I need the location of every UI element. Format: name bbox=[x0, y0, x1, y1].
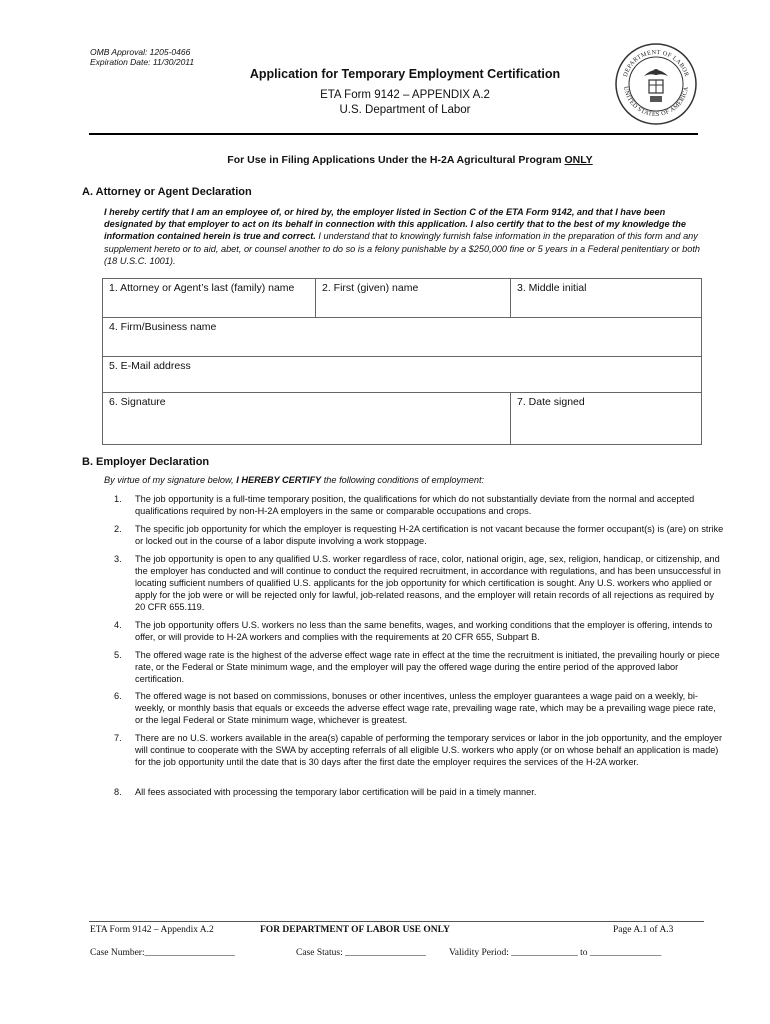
declaration-bold: I hereby certify that I am an employee of, or hired by, the employer listed in Section C of the ETA Form 9142, and that I have been designated by that employer to act on its behalf in connection with this application. I also certify that to the best of my knowledge the information contained herein is true and correct. bbox=[104, 207, 686, 242]
condition-text: The specific job opportunity for which the employer is requesting H-2A certification is not vacant because the former occupant(s) is (are) on strike or locked out in the course of a labor dispute involving a work stoppage. bbox=[135, 524, 724, 546]
condition-item bbox=[104, 523, 724, 547]
footer-page-number: Page A.1 of A.3 bbox=[613, 925, 674, 935]
program-notice-text: For Use in Filing Applications Under the H-2A Agricultural Program bbox=[227, 154, 565, 166]
intro-prefix: By virtue of my signature below, bbox=[104, 475, 237, 485]
date-signed-label: 7. Date signed bbox=[517, 396, 585, 408]
email-label: 5. E-Mail address bbox=[109, 360, 191, 372]
dol-seal-icon bbox=[614, 42, 698, 126]
department-name: U.S. Department of Labor bbox=[339, 104, 471, 116]
date-signed-field[interactable] bbox=[511, 393, 702, 445]
first-name-label: 2. First (given) name bbox=[322, 282, 419, 294]
form-name: ETA Form 9142 – APPENDIX A.2 bbox=[320, 89, 490, 101]
validity-period-field: Validity Period: ______________ to _______________ bbox=[449, 948, 662, 958]
last-name-field[interactable] bbox=[103, 279, 316, 318]
signature-field[interactable] bbox=[103, 393, 511, 445]
condition-number: 6. bbox=[114, 691, 122, 701]
condition-text: The job opportunity is open to any qualified U.S. worker regardless of race, color, national origin, age, sex, religion, handicap, or citizenship, and the employer has conducted and will continue to conduct the required recruitment, in accordance with regulations, and has been unsuccessful in locating sufficient numbers of qualified U.S. applicants for the job opportunity for which certification is sought. Any U.S. workers who applied or apply for the job were or will be rejected only for lawful, job-related reasons, and the employer will retain records of all rejections as required by 20 CFR 655.119. bbox=[135, 554, 721, 612]
program-notice-emphasis: ONLY bbox=[564, 154, 593, 166]
declaration-regular: I understand that to knowingly furnish false information in the preparation of this form and any supplement hereto or to aid, abet, or counsel another to do so is a felony punishable by a $250,000 fine or 5 years in a Federal penitentiary or both (18 U.S.C. 1001). bbox=[104, 231, 701, 266]
section-b-heading: B. Employer Declaration bbox=[82, 456, 210, 468]
condition-text: There are no U.S. workers available in the area(s) capable of performing the temporary services or labor in the job opportunity, and the employer will continue to cooperate with the SWA by accepting referrals of all eligible U.S. workers who apply (or on whose behalf an application is made) for the job opportunity until the date that is 30 days after the first date the employer requires the services of the H-2A worker. bbox=[135, 733, 723, 767]
svg-text:DEPARTMENT OF LABOR: DEPARTMENT OF LABOR bbox=[621, 48, 691, 78]
signature-label: 6. Signature bbox=[109, 396, 166, 408]
condition-text: All fees associated with processing the temporary labor certification will be paid in a timely manner. bbox=[135, 787, 537, 797]
condition-number: 1. bbox=[114, 494, 122, 504]
intro-bold: I HEREBY CERTIFY bbox=[236, 475, 322, 485]
firm-name-label: 4. Firm/Business name bbox=[109, 321, 217, 333]
firm-name-field[interactable] bbox=[103, 318, 702, 357]
header-divider bbox=[89, 133, 698, 135]
last-name-label: 1. Attorney or Agent’s last (family) name bbox=[109, 282, 295, 294]
attorney-info-table bbox=[102, 278, 702, 445]
condition-number: 5. bbox=[114, 650, 122, 660]
condition-item bbox=[104, 732, 724, 768]
condition-item bbox=[104, 786, 724, 798]
email-field[interactable] bbox=[103, 357, 702, 393]
omb-approval: OMB Approval: 1205-0466 bbox=[90, 47, 191, 57]
middle-initial-field[interactable] bbox=[511, 279, 702, 318]
expiration-date: Expiration Date: 11/30/2011 bbox=[90, 57, 195, 67]
footer-divider bbox=[89, 921, 704, 922]
case-status-field: Case Status: _________________ bbox=[296, 948, 426, 958]
intro-suffix: the following conditions of employment: bbox=[321, 475, 485, 485]
condition-item bbox=[104, 619, 724, 643]
case-number-field: Case Number:___________________ bbox=[90, 948, 235, 958]
condition-text: The job opportunity offers U.S. workers no less than the same benefits, wages, and working conditions that the employer is offering, intends to offer, or will provide to H-2A workers and complies with the requirements at 20 CFR 655, Subpart B. bbox=[135, 620, 713, 642]
condition-number: 8. bbox=[114, 787, 122, 797]
svg-text:UNITED STATES OF AMERICA: UNITED STATES OF AMERICA bbox=[622, 85, 690, 119]
attorney-declaration bbox=[104, 206, 704, 267]
form-title: Application for Temporary Employment Certification bbox=[249, 67, 561, 81]
condition-item bbox=[104, 649, 724, 685]
section-a-heading: A. Attorney or Agent Declaration bbox=[82, 186, 252, 198]
condition-number: 7. bbox=[114, 733, 122, 743]
condition-text: The job opportunity is a full-time temporary position, the qualifications for which do not substantially deviate from the normal and accepted qualifications required by non-H-2A employers in the same or comparable occupations and crops. bbox=[135, 494, 695, 516]
first-name-field[interactable] bbox=[316, 279, 511, 318]
middle-initial-label: 3. Middle initial bbox=[517, 282, 587, 294]
condition-text: The offered wage is not based on commissions, bonuses or other incentives, unless the employer guarantees a wage paid on a weekly, bi-weekly, or monthly basis that equals or exceeds the adverse effect wage rate, prevailing wage rate, which may be a prevailing wage piece rate, or the legal Federal or State minimum wage, whichever is greatest. bbox=[135, 691, 716, 725]
condition-text: The offered wage rate is the highest of the adverse effect wage rate in effect at the time the recruitment is initiated, the prevailing hourly or piece rate, or the Federal or State minimum wage, and the employer will pay the offered wage during the entire period of the approved labor certification. bbox=[135, 650, 720, 684]
program-notice bbox=[120, 154, 700, 166]
condition-item bbox=[104, 553, 724, 613]
condition-item bbox=[104, 493, 724, 517]
footer-dol-use: FOR DEPARTMENT OF LABOR USE ONLY bbox=[260, 925, 450, 935]
condition-number: 3. bbox=[114, 554, 122, 564]
employer-intro bbox=[104, 475, 484, 485]
condition-item bbox=[104, 690, 724, 726]
footer-form-ref: ETA Form 9142 – Appendix A.2 bbox=[90, 925, 214, 935]
omb-approval-block bbox=[90, 47, 194, 67]
condition-number: 4. bbox=[114, 620, 122, 630]
condition-number: 2. bbox=[114, 524, 122, 534]
